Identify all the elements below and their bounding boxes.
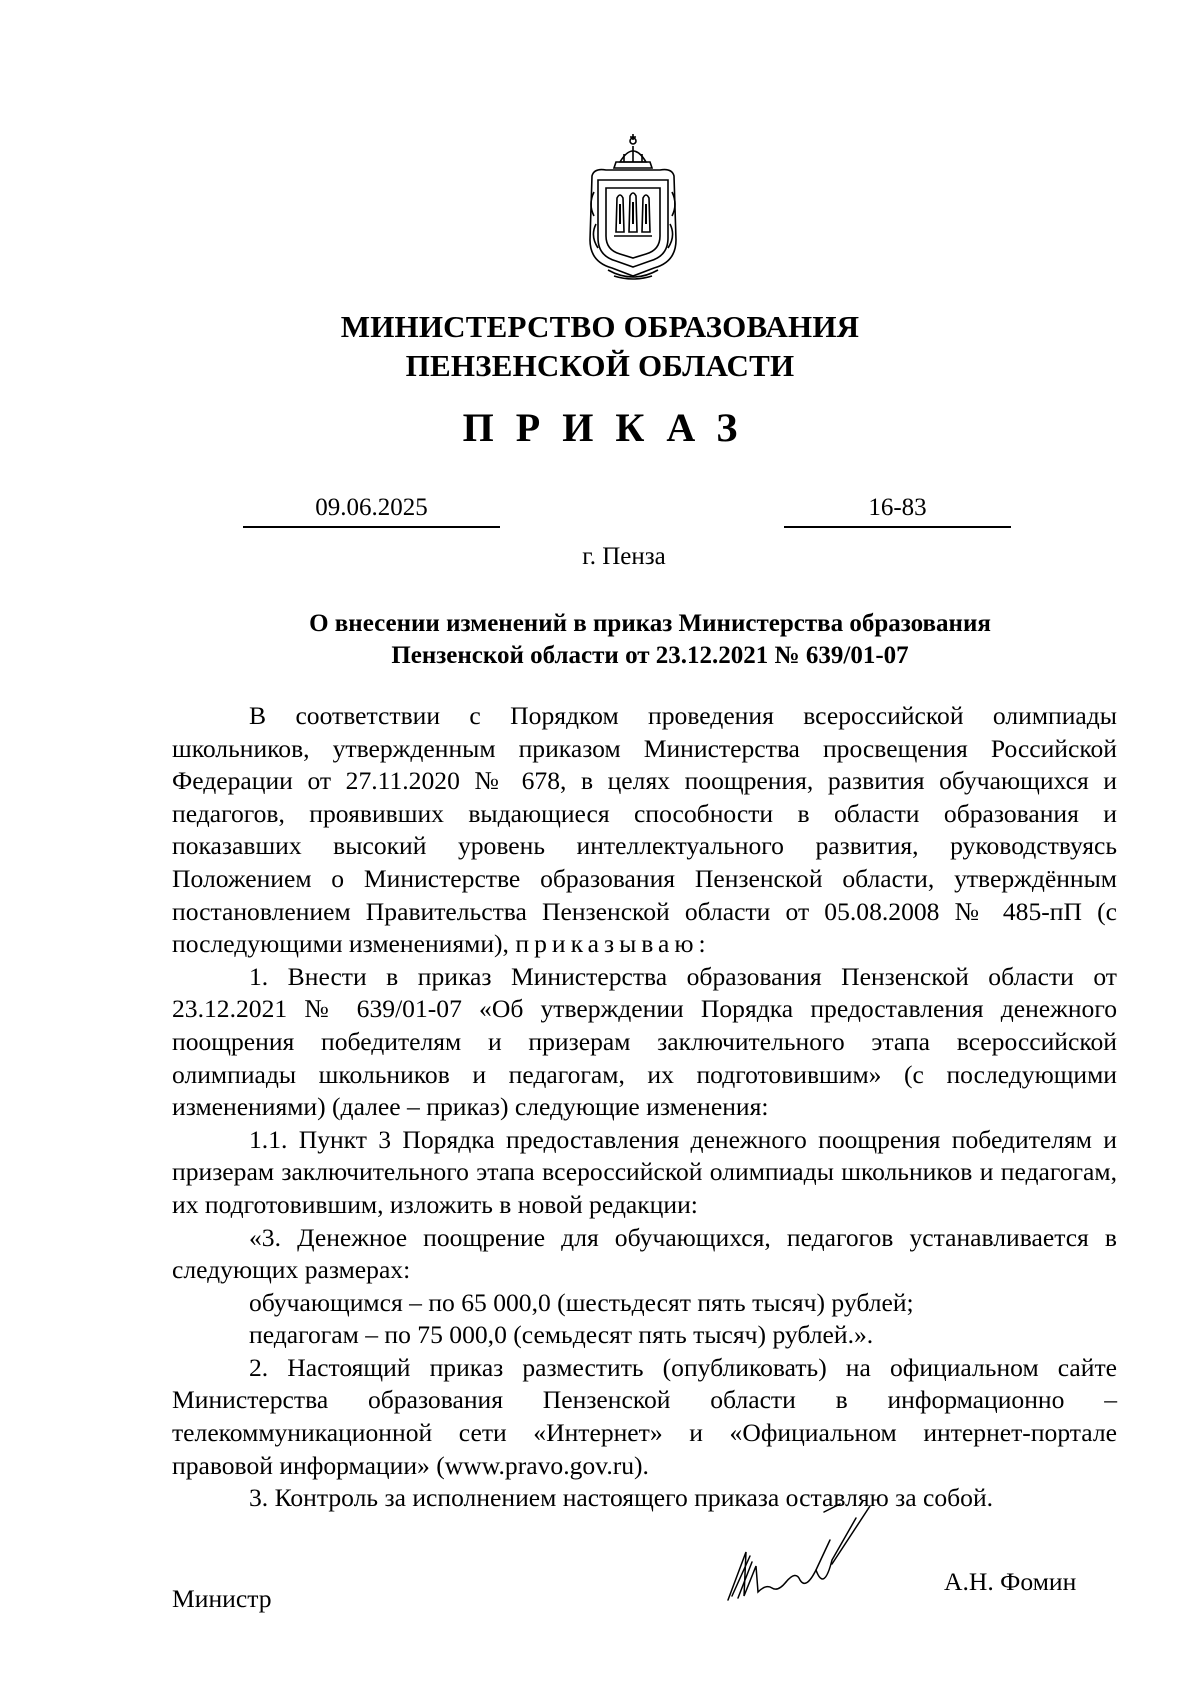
subject-line1: О внесении изменений в приказ Министерства образования [309, 610, 991, 637]
ministry-name-line1: МИНИСТЕРСТВО ОБРАЗОВАНИЯ [340, 309, 860, 344]
subject-line2: Пензенской области от 23.12.2021 № 639/01-07 [391, 642, 909, 669]
clause-3-quote: «3. Денежное поощрение для обучающихся, педагогов устанавливается в следующих размерах: [172, 1222, 1117, 1285]
ministry-name-line2: ПЕНЗЕНСКОЙ ОБЛАСТИ [405, 348, 795, 383]
order-number: 16-83 [784, 490, 1011, 528]
preamble-paragraph [172, 700, 1117, 961]
signer-name: А.Н. Фомин [944, 1567, 1077, 1596]
preamble-text: В соответствии с Порядком проведения всероссийской олимпиады школьников, утвержденным приказом Министерства просвещения Российской Федерации от 27.11.2020 № 678, в целях поощрения, развития обучающихся и педагогов, проявивших выдающиеся способности в области образования и показавших высокий уровень интеллектуального развития, руководствуясь Положением о Министерстве образования Пензенской области, утверждённым постановлением Правительства Пензенской области от 05.08.2008 № 485-пП (с последующими изменениями), [172, 701, 1117, 959]
order-date: 09.06.2025 [243, 490, 500, 528]
order-verb: приказываю: [515, 929, 711, 959]
clause-1-1: 1.1. Пункт 3 Порядка предоставления денежного поощрения победителям и призерам заключительного этапа всероссийской олимпиады школьников и педагогам, их подготовившим, изложить в новой редакции: [172, 1124, 1117, 1219]
clause-1: 1. Внести в приказ Министерства образования Пензенской области от 23.12.2021 № 639/01-07 «Об утверждении Порядка предоставления денежного поощрения победителям и призерам заключительного этапа всероссийской олимпиады школьников и педагогам, их подготовившим» (с последующими изменениями) (далее – приказ) следующие изменения: [172, 961, 1117, 1122]
city-name: г. Пенза [582, 543, 666, 570]
amount-teachers: педагогам – по 75 000,0 (семьдесят пять тысяч) рублей.». [249, 1320, 874, 1350]
amount-students: обучающимся – по 65 000,0 (шестьдесят пять тысяч) рублей; [249, 1287, 914, 1317]
coat-of-arms-icon [584, 132, 682, 284]
document-type-title: ПРИКАЗ [462, 405, 760, 450]
order-body [172, 700, 1117, 1515]
clause-3: 3. Контроль за исполнением настоящего приказа оставляю за собой. [249, 1483, 994, 1513]
clause-2: 2. Настоящий приказ разместить (опубликовать) на официальном сайте Министерства образования Пензенской области в информационно – телекоммуникационной сети «Интернет» и «Официальном интернет-портале правовой информации» (www.pravo.gov.ru). [172, 1352, 1117, 1480]
signature-icon [720, 1500, 900, 1610]
signer-position: Министр [172, 1584, 272, 1613]
